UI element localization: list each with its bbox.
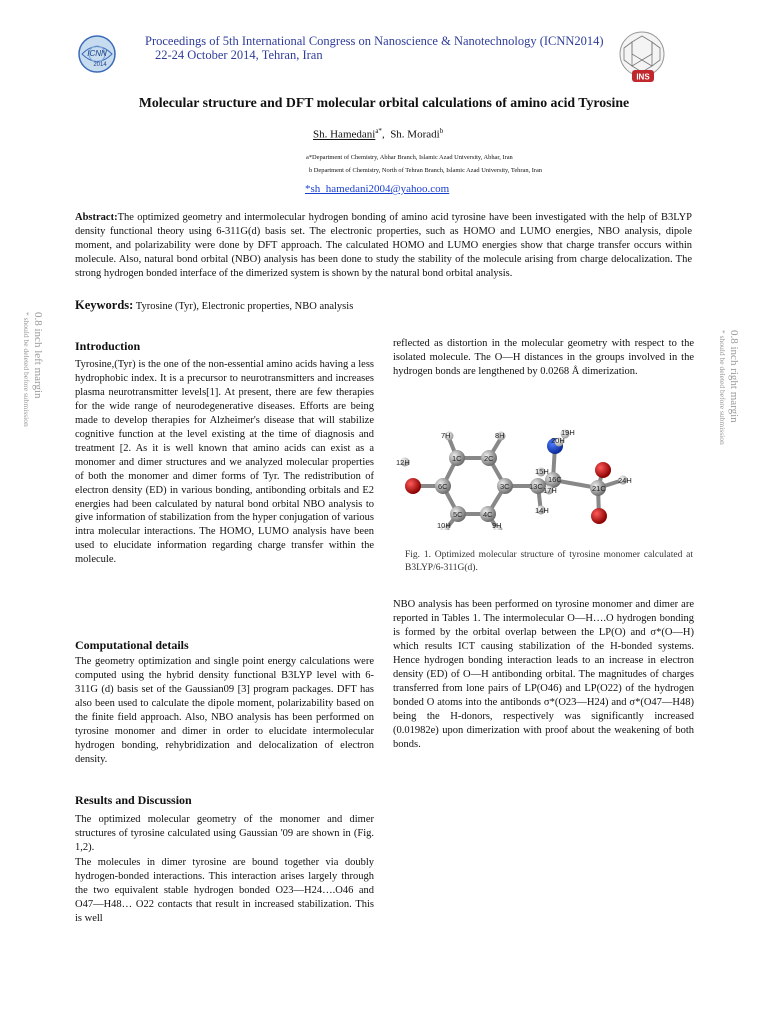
atom-label: 12H — [396, 458, 410, 467]
author-1: Sh. Hamedani — [313, 128, 376, 141]
author-separator: , — [381, 128, 391, 141]
author-line — [313, 127, 443, 141]
atom-label: 24H — [618, 476, 632, 485]
right-margin-note — [716, 330, 740, 445]
figure-caption: Fig. 1. Optimized molecular structure of tyrosine monomer calculated at B3LYP/6-311G(d). — [405, 550, 693, 573]
atom-label: 8H — [495, 431, 505, 440]
results-heading: Results and Discussion — [75, 793, 192, 807]
conference-dates: 22-24 October 2014, Tehran, Iran — [155, 48, 323, 62]
atom-label: 2C — [484, 454, 494, 463]
atom-label: 15H — [535, 467, 549, 476]
keywords-label: Keywords: — [75, 298, 134, 312]
right-paragraph-1: reflected as distortion in the molecular geometry with respect to the isolated molecule. The O—H distances in the groups involved in the hydrogen bonds are lengthened by 0.0268 Å dimerization. — [393, 338, 694, 377]
atom-label: 9H — [492, 521, 502, 530]
conference-title: Proceedings of 5th International Congress on Nanoscience & Nanotechnology (ICNN2014) — [145, 34, 604, 48]
left-margin-title: 0.8 inch left margin — [32, 312, 44, 399]
left-margin-sub: * should be deleted before submission — [22, 312, 31, 427]
comp-heading: Computational details — [75, 638, 189, 652]
molecule-figure — [393, 422, 643, 530]
atom-label: 10H — [437, 521, 451, 530]
atom-label: 14H — [535, 506, 549, 515]
author-2: Sh. Moradi — [390, 128, 440, 141]
keywords — [75, 298, 353, 313]
results-p1: The optimized molecular geometry of the monomer and dimer structures of tyrosine calculated using Gaussian '09 are shown in (Fig. 1,2). — [75, 814, 374, 853]
atom-label: 5C — [453, 510, 463, 519]
ins-logo — [612, 28, 670, 86]
atom-label: 7H — [441, 431, 451, 440]
atom-label: 21C — [592, 484, 606, 493]
abstract — [75, 211, 692, 281]
icnn-logo — [72, 34, 122, 74]
atom-label: 17H — [543, 486, 557, 495]
atom-label: 6C — [438, 482, 448, 491]
atom-label: 4C — [483, 510, 493, 519]
abstract-label: Abstract: — [75, 212, 118, 223]
intro-heading: Introduction — [75, 339, 141, 353]
abstract-text: The optimized geometry and intermolecular hydrogen bonding of amino acid tyrosine have been investigated with the help of B3LYP density functional theory using 6-311G(d) basis set. The electronic properties, such as HOMO and LUMO energies, NBO analysis, dipole moment, and polarizability were done by DFT approach. The calculated HOMO and LUMO energies show that charge transfer occurs within molecule. Also, natural bond orbital (NBO) analysis has been done to study the stability of the molecule arising from charge delocalization. The strong hydrogen bonded interface of the dimerized system is shown by the natural bond orbital analysis. — [75, 212, 692, 280]
logo-left-year: 2014 — [93, 62, 107, 68]
atom-label: 16C — [548, 475, 562, 484]
author-email-link[interactable]: *sh_hamedani2004@yahoo.com — [305, 183, 450, 195]
right-margin-title: 0.8 inch right margin — [728, 330, 740, 423]
author-1-sup: a* — [375, 127, 382, 135]
results-p2: The molecules in dimer tyrosine are bound together via doubly hydrogen-bonded interactions. This interaction arises largely through the two equivalent stable hydrogen bonded O23—H24….O46 and O47—H48… O22 contacts that result in increased stabilization. This is well — [75, 857, 374, 924]
right-margin-sub: * should be deleted before submission — [718, 330, 727, 445]
atom-label: 19H — [561, 428, 575, 437]
atom-label: 13C — [529, 482, 543, 491]
atom-label: 20H — [551, 436, 565, 445]
left-margin-note — [20, 312, 44, 427]
intro-text: Tyrosine,(Tyr) is the one of the non-essential amino acids having a less hydrophobic index. It is a precursor to neurotransmitters and increases plasma neurotransmitter levels[1]. At present, there are few therapies for the wide range of neurodegenerative diseases. Efforts are being made to develop therapies for Alzheimer's disease that will stabilize cognitive function at the level existing at the time of diagnosis and treatment [2. As it is well known that amino acids can exist as a monomer and dimer structures and we analyzed molecular properties of both the monomer and dimer forms of Tyr. The redistribution of electron density (ED) in various bonding, antibonding orbitals and E2 energies had been calculated by natural bond orbital NBO analysis to give information of stabilization from the hyper conjugation of various intra molecular interactions. The HOMO, LUMO analysis have been used to elucidate information regarding charge transfer within the molecule. — [75, 359, 374, 566]
affiliation-a: a*Department of Chemistry, Abhar Branch, Islamic Azad University, Abhar, Iran — [306, 154, 513, 161]
keywords-text: Tyrosine (Tyr), Electronic properties, NBO analysis — [133, 301, 354, 312]
paper-title: Molecular structure and DFT molecular orbital calculations of amino acid Tyrosine — [138, 95, 630, 110]
atom-label: 1C — [452, 454, 462, 463]
logo-left-text: ICNN — [87, 49, 107, 58]
right-paragraph-2: NBO analysis has been performed on tyrosine monomer and dimer are reported in Tables 1. The intermolecular O—H….O hydrogen bonding is formed by the orbital overlap between the LP(O) and σ*(O—H) which results ICT causing stabilization of the H-bonded systems. Hence hydrogen bonding interaction leads to an increase in electron density (ED) of O—H antibonding orbital. The magnitudes of charges transferred from lone pairs of LP(O46) and LP(O22) of the hydrogen bonded O atoms into the antibonds σ*(O23—H24) and σ*(O47—H48) being the H-donors, respectively was significantly increased (0.01982e) upon dimerization with proof about the weakening of both bonds. — [393, 599, 694, 750]
affiliation-b: b Department of Chemistry, North of Tehran Branch, Islamic Azad University, Tehran, Iran — [309, 167, 543, 174]
author-2-sup: b — [439, 127, 444, 135]
comp-text: The geometry optimization and single point energy calculations were computed using the hybrid density functional B3LYP level with 6-311G (d) basis set of the Gaussian09 [3] program packages. DFT has also been used to calculate the dipole moment, polarizability based on the finite field approach. Also, NBO analysis has been performed on tyrosine monomer and dimer in order to elucidate intermolecular hydrogen bonding, rehybridization and delocalization of electron density. — [75, 656, 374, 765]
logo-right-text: INS — [636, 72, 650, 82]
atom-label: 3C — [500, 482, 510, 491]
